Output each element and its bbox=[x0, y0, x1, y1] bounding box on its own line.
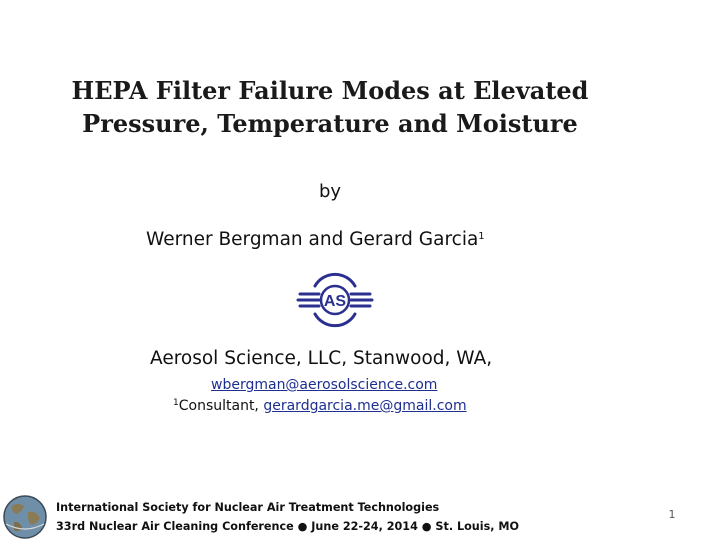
footer-line-1: International Society for Nuclear Air Treatment Technologies bbox=[56, 501, 440, 514]
email-link-wbergman[interactable]: wbergman@aerosolscience.com bbox=[211, 377, 438, 393]
conference-globe-logo bbox=[2, 494, 48, 540]
by-label: by bbox=[318, 181, 342, 202]
affiliation: Aerosol Science, LLC, Stanwood, WA, bbox=[150, 348, 493, 369]
page-number: 1 bbox=[668, 508, 676, 521]
authors bbox=[146, 229, 485, 250]
author-names: Werner Bergman and Gerard Garcia bbox=[146, 229, 479, 250]
aerosol-science-logo bbox=[296, 272, 374, 328]
conference-footer bbox=[56, 498, 519, 536]
logo-text: AS bbox=[323, 293, 347, 310]
title-line-2: Pressure, Temperature and Moisture bbox=[82, 109, 578, 138]
consultant-footnote-mark: 1 bbox=[173, 398, 179, 408]
consultant-line bbox=[173, 398, 467, 414]
title-line-1: HEPA Filter Failure Modes at Elevated bbox=[71, 76, 589, 105]
footer-line-2: 33rd Nuclear Air Cleaning Conference ● June 22-24, 2014 ● St. Louis, MO bbox=[56, 520, 520, 533]
consultant-label: Consultant, bbox=[178, 398, 264, 414]
email-link-ggarcia[interactable]: gerardgarcia.me@gmail.com bbox=[263, 398, 467, 414]
slide-title bbox=[60, 74, 600, 140]
author-footnote-mark: 1 bbox=[478, 231, 485, 242]
